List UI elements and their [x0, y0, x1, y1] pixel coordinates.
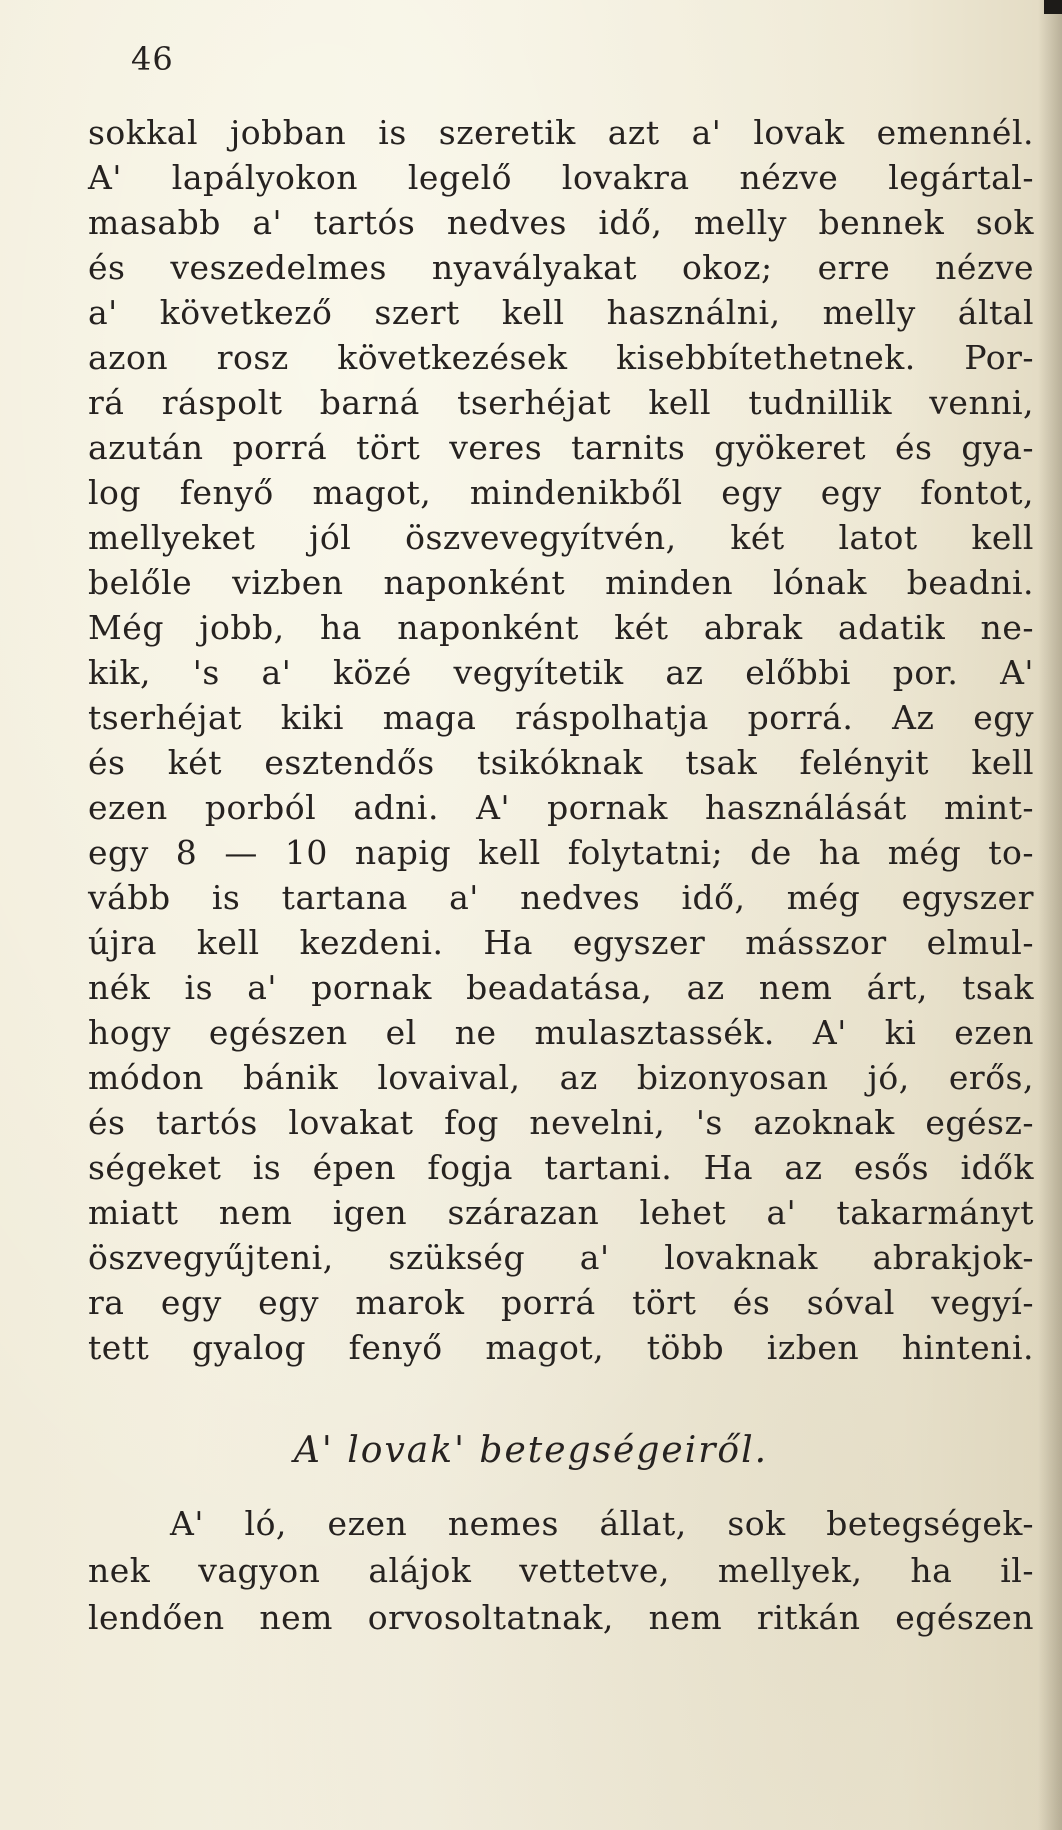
- text-line: azon rosz következések kisebbítethetnek. Por-: [88, 338, 1034, 377]
- text-line: nék is a' pornak beadatása, az nem árt, tsak: [88, 968, 1034, 1007]
- text-line: lendően nem orvosoltatnak, nem ritkán egészen: [88, 1598, 1034, 1637]
- text-line: kik, 's a' közé vegyítetik az előbbi por. A': [88, 653, 1034, 692]
- page-number: 46: [131, 40, 174, 78]
- text-line: tserhéjat kiki maga ráspolhatja porrá. Az egy: [88, 698, 1034, 737]
- text-line: masabb a' tartós nedves idő, melly bennek sok: [88, 203, 1034, 242]
- text-line: belőle vizben naponként minden lónak beadni.: [88, 563, 1034, 602]
- text-line: vább is tartana a' nedves idő, még egyszer: [88, 878, 1034, 917]
- paragraph-second: [88, 1500, 1034, 1641]
- text-line: egy 8 — 10 napig kell folytatni; de ha még to-: [88, 833, 1034, 872]
- text-line: a' következő szert kell használni, melly által: [88, 293, 1034, 332]
- text-line: újra kell kezdeni. Ha egyszer másszor elmul-: [88, 923, 1034, 962]
- page-edge-shadow: [1038, 0, 1062, 1830]
- text-line: ségeket is épen fogja tartani. Ha az esős idők: [88, 1148, 1034, 1187]
- text-line: Még jobb, ha naponként két abrak adatik ne-: [88, 608, 1034, 647]
- text-line: hogy egészen el ne mulasztassék. A' ki ezen: [88, 1013, 1034, 1052]
- text-line: mellyeket jól öszvevegyítvén, két latot kell: [88, 518, 1034, 557]
- paragraph-main: [88, 110, 1034, 1370]
- text-line: öszvegyűjteni, szükség a' lovaknak abrakjok-: [88, 1238, 1034, 1277]
- text-line: sokkal jobban is szeretik azt a' lovak emennél.: [88, 113, 1034, 152]
- page-corner: [1044, 0, 1062, 14]
- text-line: miatt nem igen szárazan lehet a' takarmányt: [88, 1193, 1034, 1232]
- text-line: rá ráspolt barná tserhéjat kell tudnillik venni,: [88, 383, 1034, 422]
- text-line: és veszedelmes nyavályakat okoz; erre nézve: [88, 248, 1034, 287]
- text-line: és két esztendős tsikóknak tsak felényit kell: [88, 743, 1034, 782]
- text-line: log fenyő magot, mindenikből egy egy fontot,: [88, 473, 1034, 512]
- section-heading: A' lovak' betegségeiről.: [293, 1430, 769, 1471]
- text-line: és tartós lovakat fog nevelni, 's azoknak egész-: [88, 1103, 1034, 1142]
- text-line: azután porrá tört veres tarnits gyökeret és gya-: [88, 428, 1034, 467]
- text-line: nek vagyon alájok vettetve, mellyek, ha il-: [88, 1551, 1034, 1590]
- text-line: módon bánik lovaival, az bizonyosan jó, erős,: [88, 1058, 1034, 1097]
- text-line: ezen porból adni. A' pornak használását mint-: [88, 788, 1034, 827]
- text-line: A' ló, ezen nemes állat, sok betegségek-: [170, 1504, 1034, 1543]
- text-line: ra egy egy marok porrá tört és sóval vegyí-: [88, 1283, 1034, 1322]
- text-line: tett gyalog fenyő magot, több izben hinteni.: [88, 1328, 1034, 1367]
- text-line: A' lapályokon legelő lovakra nézve legártal-: [88, 158, 1034, 197]
